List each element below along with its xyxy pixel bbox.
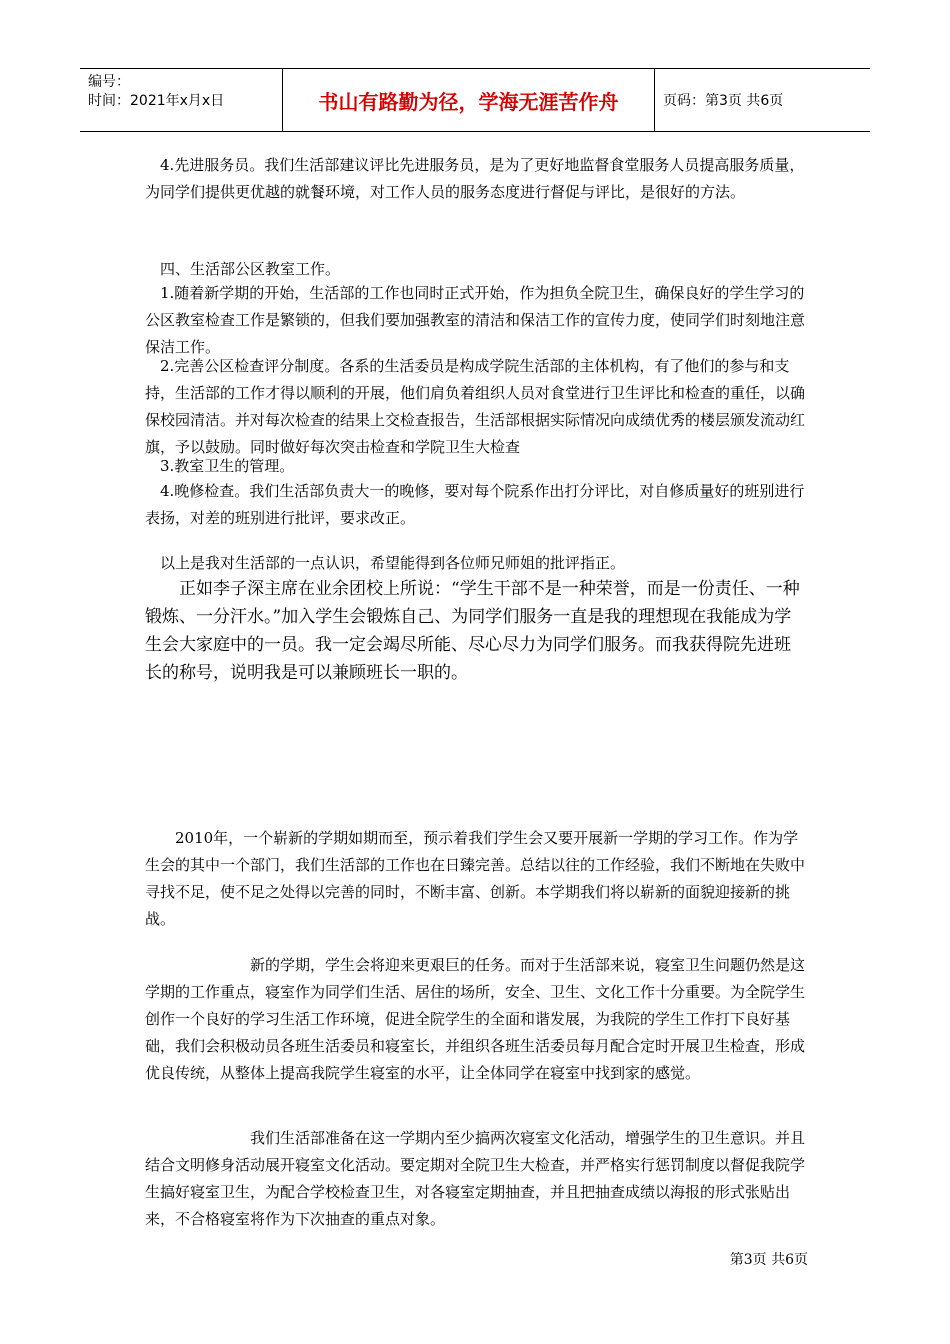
- paragraph-classroom-4: 4.晚修检查。我们生活部负责大一的晚修，要对每个院系作出打分评比，对自修质量好的班别进行表扬，对差的班别进行批评，要求改正。: [145, 482, 805, 527]
- paragraph-service-staff: 4.先进服务员。我们生活部建议评比先进服务员，是为了更好地监督食堂服务人员提高服务质量，为同学们提供更优越的就餐环境，对工作人员的服务态度进行督促与评比，是很好的方法。: [145, 156, 805, 201]
- paragraph-closing-remark: 以上是我对生活部的一点认识，希望能得到各位师兄师姐的批评指正。: [160, 554, 626, 572]
- paragraph-quote: 正如李子深主席在业余团校上所说：“学生干部不是一种荣誉，而是一份责任、一种锻炼、一分汗水。”加入学生会锻炼自己、为同学们服务一直是我的理想现在我能成为学生会大家庭中的一员。我一定会竭尽所能、尽心尽力为同学们服务。而我获得院先进班长的称号，说明我是可以兼顾班长一职的。: [145, 579, 800, 683]
- page-header: [80, 68, 870, 132]
- header-meta: [80, 69, 282, 131]
- footer-page-number: 第3页 共6页: [729, 1252, 808, 1268]
- paragraph-new-semester: 新的学期，学生会将迎来更艰巨的任务。而对于生活部来说，寝室卫生问题仍然是这学期的工作重点，寝室作为同学们生活、居住的场所，安全、卫生、文化工作十分重要。为全院学生创作一个良好的学习生活工作环境，促进全院学生的全面和谐发展，为我院的学生工作打下良好基础，我们会积极动员各班生活委员和寝室长，并组织各班生活委员每月配合定时开展卫生检查，形成优良传统，从整体上提高我院学生寝室的水平，让全体同学在寝室中找到家的感觉。: [145, 956, 806, 1082]
- paragraph-classroom-2: 2.完善公区检查评分制度。各系的生活委员是构成学院生活部的主体机构，有了他们的参与和支持，生活部的工作才得以顺利的开展，他们肩负着组织人员对食堂进行卫生评比和检查的重任，以确保校园清洁。并对每次检查的结果上交检查报告，生活部根据实际情况向成绩优秀的楼层颁发流动红旗，予以鼓励。同时做好每次突击检查和学院卫生大检查: [145, 357, 806, 456]
- paragraph-classroom-1: 1.随着新学期的开始，生活部的工作也同时正式开始，作为担负全院卫生，确保良好的学生学习的公区教室检查工作是繁锁的，但我们要加强教室的清洁和保洁工作的宣传力度，使同学们时刻地注意保洁工作。: [145, 284, 806, 356]
- section-heading-classroom: 四、生活部公区教室工作。: [160, 260, 341, 278]
- time-label: 时间：2021年x月x日: [88, 93, 225, 109]
- paragraph-dorm-culture: 我们生活部准备在这一学期内至少搞两次寝室文化活动，增强学生的卫生意识。并且结合文明修身活动展开寝室文化活动。要定期对全院卫生大检查，并严格实行惩罚制度以督促我院学生搞好寝室卫生，为配合学校检查卫生，对各寝室定期抽查，并且把抽查成绩以海报的形式张贴出来，不合格寝室将作为下次抽查的重点对象。: [145, 1129, 806, 1228]
- header-motto: 书山有路勤为径，学海无涯苦作舟: [282, 69, 655, 131]
- header-page-number: 页码：第3页 共6页: [663, 93, 784, 109]
- paragraph-classroom-3: 3.教室卫生的管理。: [160, 457, 295, 475]
- paragraph-2010-semester: 2010年，一个崭新的学期如期而至，预示着我们学生会又要开展新一学期的学习工作。作为学生会的其中一个部门，我们生活部的工作也在日臻完善。总结以往的工作经验，我们不断地在失败中寻找不足，使不足之处得以完善的同时，不断丰富、创新。本学期我们将以崭新的面貌迎接新的挑战。: [145, 829, 806, 928]
- number-label: 编号：: [88, 74, 130, 90]
